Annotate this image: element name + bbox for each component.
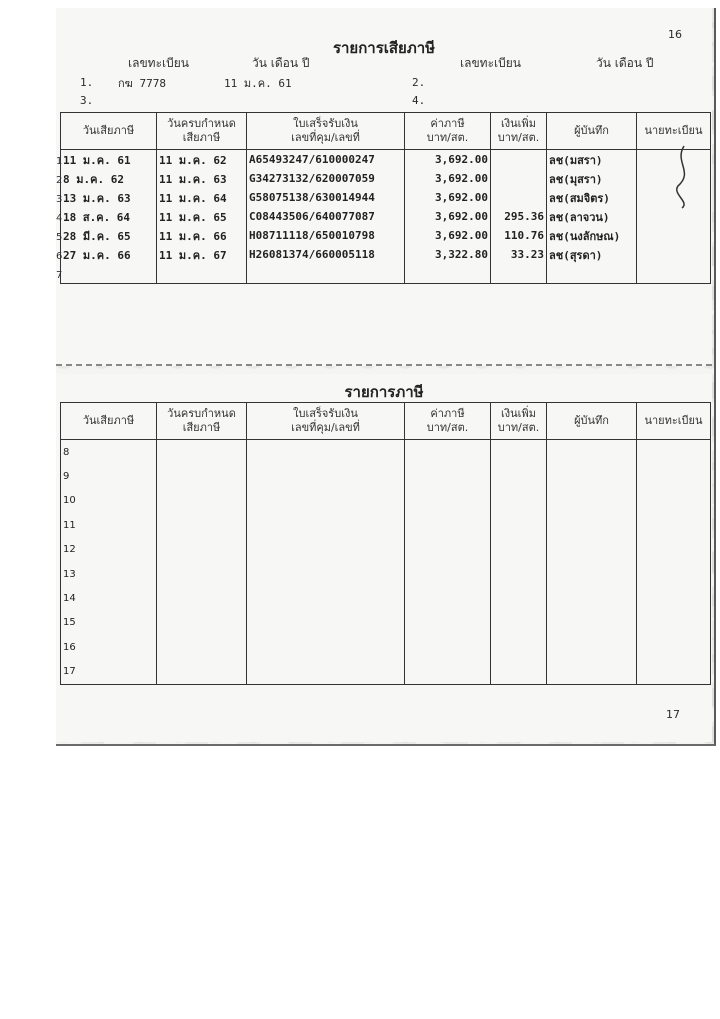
recorder-cell: ลช(ลาจวน) (547, 207, 637, 226)
reg-line-plate-1: กฆ 7778 (118, 77, 166, 90)
surcharge-cell: 295.36 (491, 207, 547, 226)
empty-cell (247, 635, 405, 659)
paid-date-cell: 11 ม.ค. 61 (61, 150, 157, 170)
reg-line-no-3: 3. (80, 94, 94, 107)
reg-line-date-1: 11 ม.ค. 61 (224, 77, 292, 90)
empty-cell (157, 635, 247, 659)
vehicle-tax-record-sheet (56, 8, 716, 746)
table-header-row (61, 113, 711, 150)
empty-cell (405, 635, 491, 659)
empty-cell (637, 586, 711, 610)
empty-cell (547, 538, 637, 562)
col-header-receipt: ใบเสร็จรับเงิน เลขที่คุม/เลขที่ (247, 403, 405, 440)
empty-cell (491, 538, 547, 562)
col-header-tax: ค่าภาษี บาท/สต. (405, 113, 491, 150)
tax-cell: 3,692.00 (405, 188, 491, 207)
row-number: 10 (61, 489, 157, 513)
col-header-receipt: ใบเสร็จรับเงิน เลขที่คุม/เลขที่ (247, 113, 405, 150)
table-row (61, 188, 711, 207)
empty-cell (547, 489, 637, 513)
empty-cell (247, 562, 405, 586)
receipt-cell: C08443506/640077087 (247, 207, 405, 226)
empty-cell (491, 464, 547, 488)
col-header-registrar: นายทะเบียน (637, 403, 711, 440)
reg-label-right: เลขทะเบียน (460, 56, 521, 70)
tax-cell: 3,692.00 (405, 226, 491, 245)
row-number: 11 (61, 513, 157, 537)
surcharge-cell: 110.76 (491, 226, 547, 245)
tax-cell (405, 264, 491, 284)
table-row (61, 464, 711, 488)
empty-cell (637, 440, 711, 465)
reg-line-no-2: 2. (412, 76, 426, 89)
due-date-cell: 11 ม.ค. 66 (157, 226, 247, 245)
empty-cell (405, 611, 491, 635)
table-row (61, 562, 711, 586)
col-header-recorder: ผู้บันทึก (547, 113, 637, 150)
col-header-recorder: ผู้บันทึก (547, 403, 637, 440)
recorder-cell: ลช(สมจิตร) (547, 188, 637, 207)
row-number: 5 (56, 232, 63, 243)
table-row (61, 635, 711, 659)
table-row (61, 513, 711, 537)
table-row (61, 207, 711, 226)
col-header-tax: ค่าภาษี บาท/สต. (405, 403, 491, 440)
paid-date-cell: 13 ม.ค. 63 (61, 188, 157, 207)
paid-date-cell: 27 ม.ค. 66 (61, 245, 157, 264)
empty-cell (491, 635, 547, 659)
receipt-cell (247, 264, 405, 284)
registrar-signature-mark (664, 142, 704, 212)
col-header-paid-date: วันเสียภาษี (61, 403, 157, 440)
row-number: 6 (56, 251, 63, 262)
receipt-cell: H26081374/660005118 (247, 245, 405, 264)
col-header-surcharge: เงินเพิ่ม บาท/สต. (491, 403, 547, 440)
tax-list-table (60, 402, 711, 685)
tax-record-top-section (56, 8, 712, 366)
receipt-cell: G34273132/620007059 (247, 169, 405, 188)
empty-cell (405, 562, 491, 586)
empty-cell (491, 586, 547, 610)
page-number-top: 16 (668, 28, 682, 41)
table-row (61, 169, 711, 188)
reg-line-no-1: 1. (80, 76, 94, 89)
col-header-due-date: วันครบกำหนด เสียภาษี (157, 113, 247, 150)
paid-date-cell: 18 ส.ค. 64 (61, 207, 157, 226)
table-row (61, 150, 711, 170)
empty-cell (405, 538, 491, 562)
empty-cell (157, 489, 247, 513)
row-number: 1 (56, 156, 63, 167)
date-label-right: วัน เดือน ปี (596, 56, 654, 70)
empty-cell (547, 440, 637, 465)
table-row (61, 489, 711, 513)
registrar-cell (637, 226, 711, 245)
empty-cell (637, 489, 711, 513)
row-number: 17 (61, 660, 157, 685)
empty-cell (547, 562, 637, 586)
section-title-tax-payments: รายการเสียภาษี (332, 39, 436, 57)
empty-cell (405, 464, 491, 488)
paid-date-cell: 8 ม.ค. 62 (61, 169, 157, 188)
empty-cell (547, 660, 637, 685)
empty-cell (637, 611, 711, 635)
registrar-cell (637, 264, 711, 284)
empty-cell (247, 611, 405, 635)
due-date-cell: 11 ม.ค. 67 (157, 245, 247, 264)
empty-cell (491, 440, 547, 465)
row-number: 4 (56, 213, 63, 224)
empty-cell (247, 489, 405, 513)
surcharge-cell (491, 150, 547, 170)
empty-cell (157, 464, 247, 488)
recorder-cell (547, 264, 637, 284)
row-number: 12 (61, 538, 157, 562)
empty-cell (247, 513, 405, 537)
tax-cell: 3,692.00 (405, 169, 491, 188)
row-number: 7 (56, 270, 63, 281)
table-row (61, 226, 711, 245)
empty-cell (637, 513, 711, 537)
empty-cell (637, 464, 711, 488)
row-number: 3 (56, 194, 63, 205)
empty-cell (405, 489, 491, 513)
date-label-left: วัน เดือน ปี (252, 56, 310, 70)
registrar-cell (637, 245, 711, 264)
empty-cell (157, 660, 247, 685)
row-number: 13 (61, 562, 157, 586)
empty-cell (247, 538, 405, 562)
empty-cell (547, 513, 637, 537)
row-number: 9 (61, 464, 157, 488)
surcharge-cell (491, 264, 547, 284)
empty-cell (491, 489, 547, 513)
recorder-cell: ลช(นงลักษณ) (547, 226, 637, 245)
empty-cell (547, 635, 637, 659)
empty-cell (405, 440, 491, 465)
surcharge-cell (491, 188, 547, 207)
empty-cell (547, 586, 637, 610)
due-date-cell: 11 ม.ค. 64 (157, 188, 247, 207)
surcharge-cell: 33.23 (491, 245, 547, 264)
empty-cell (157, 440, 247, 465)
surcharge-cell (491, 169, 547, 188)
receipt-cell: A65493247/610000247 (247, 150, 405, 170)
row-number: 14 (61, 586, 157, 610)
empty-cell (637, 562, 711, 586)
due-date-cell (157, 264, 247, 284)
table-header-row (61, 403, 711, 440)
empty-cell (157, 538, 247, 562)
due-date-cell: 11 ม.ค. 63 (157, 169, 247, 188)
table-row (61, 660, 711, 685)
empty-cell (547, 464, 637, 488)
table-row (61, 611, 711, 635)
table-row (61, 538, 711, 562)
empty-cell (491, 513, 547, 537)
empty-cell (637, 538, 711, 562)
empty-cell (157, 562, 247, 586)
empty-cell (405, 660, 491, 685)
empty-cell (247, 440, 405, 465)
empty-cell (247, 660, 405, 685)
table-row (61, 586, 711, 610)
empty-cell (405, 513, 491, 537)
row-number: 16 (61, 635, 157, 659)
tax-cell: 3,692.00 (405, 150, 491, 170)
tax-payment-table (60, 112, 711, 284)
empty-cell (157, 513, 247, 537)
section-title-tax-list: รายการภาษี (344, 383, 424, 401)
empty-cell (637, 635, 711, 659)
empty-cell (247, 586, 405, 610)
recorder-cell: ลช(มุสรา) (547, 169, 637, 188)
empty-cell (157, 611, 247, 635)
empty-cell (157, 586, 247, 610)
page-number-bottom: 17 (666, 708, 680, 721)
empty-cell (247, 464, 405, 488)
reg-line-no-4: 4. (412, 94, 426, 107)
tax-cell: 3,322.80 (405, 245, 491, 264)
empty-cell (491, 562, 547, 586)
empty-cell (637, 660, 711, 685)
reg-label-left: เลขทะเบียน (128, 56, 189, 70)
col-header-paid-date: วันเสียภาษี (61, 113, 157, 150)
col-header-registrar: นายทะเบียน (637, 113, 711, 150)
receipt-cell: G58075138/630014944 (247, 188, 405, 207)
recorder-cell: ลช(สุรดา) (547, 245, 637, 264)
empty-cell (491, 611, 547, 635)
due-date-cell: 11 ม.ค. 62 (157, 150, 247, 170)
table-row (61, 440, 711, 465)
recorder-cell: ลช(มสรา) (547, 150, 637, 170)
paid-date-cell: 28 มี.ค. 65 (61, 226, 157, 245)
tax-record-bottom-section (56, 374, 712, 742)
empty-cell (547, 611, 637, 635)
paid-date-cell (61, 264, 157, 284)
table-row (61, 264, 711, 284)
row-number: 2 (56, 175, 63, 186)
empty-cell (405, 586, 491, 610)
row-number: 8 (61, 440, 157, 465)
due-date-cell: 11 ม.ค. 65 (157, 207, 247, 226)
receipt-cell: H08711118/650010798 (247, 226, 405, 245)
empty-cell (491, 660, 547, 685)
row-number: 15 (61, 611, 157, 635)
tax-cell: 3,692.00 (405, 207, 491, 226)
col-header-due-date: วันครบกำหนด เสียภาษี (157, 403, 247, 440)
col-header-surcharge: เงินเพิ่ม บาท/สต. (491, 113, 547, 150)
table-row (61, 245, 711, 264)
